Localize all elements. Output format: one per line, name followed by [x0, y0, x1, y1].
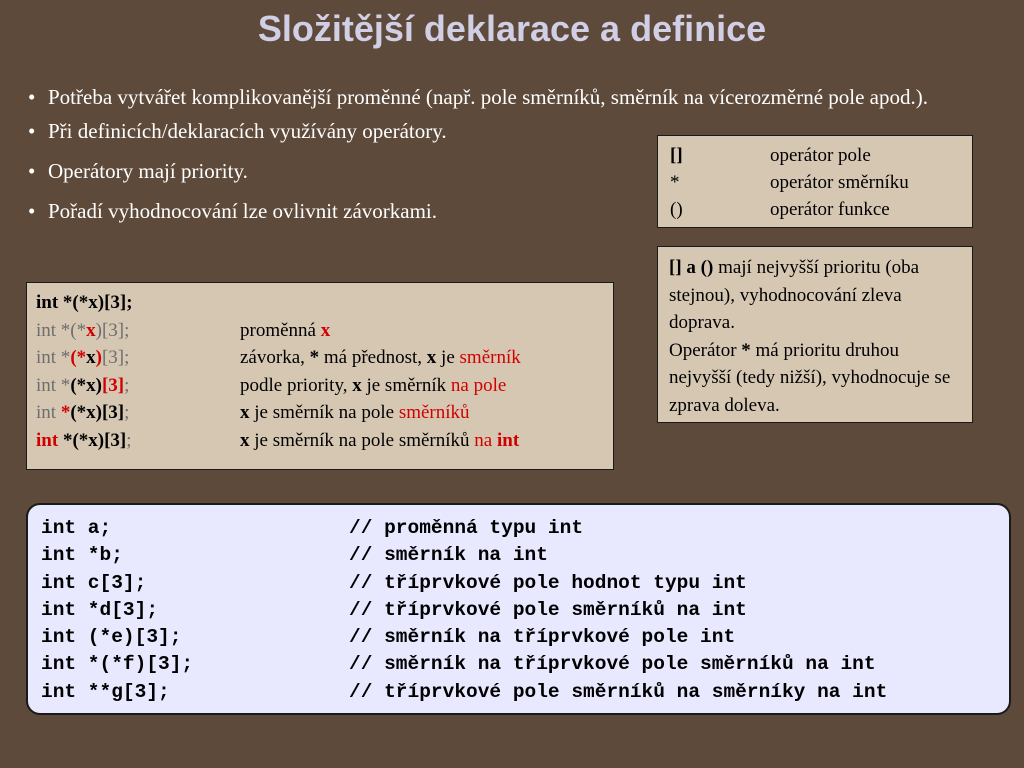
operators-box	[657, 135, 973, 228]
code-line	[41, 542, 996, 569]
text-segment: )	[95, 347, 102, 368]
text-segment: int	[496, 429, 520, 451]
declaration-expr	[36, 344, 240, 372]
text-segment: (*x)	[70, 374, 102, 396]
text-segment: na pole	[450, 374, 507, 396]
text-segment: je směrník na pole	[249, 402, 399, 423]
operator-symbol: *	[670, 172, 680, 193]
code-comment: // proměnná typu int	[349, 517, 584, 539]
text-segment: x	[86, 319, 96, 341]
declaration-explanation	[240, 317, 330, 345]
declaration-row	[36, 344, 604, 372]
operator-symbol: ()	[670, 199, 683, 220]
code-statement: int **g[3];	[41, 680, 170, 703]
code-line	[41, 679, 996, 706]
text-segment: x	[240, 429, 250, 451]
declaration-row	[36, 427, 604, 455]
text-segment: )[3];	[95, 319, 130, 341]
text-segment: je směrník na pole směrníků	[249, 429, 475, 451]
text-segment: směrník	[459, 347, 521, 368]
declaration-explanation	[240, 427, 519, 455]
text-segment: ;	[126, 429, 132, 451]
declaration-explanation	[240, 399, 470, 427]
text-segment: int *	[36, 374, 71, 396]
text-segment: int *	[36, 347, 71, 368]
declaration-expr	[36, 372, 240, 400]
code-comment: // tříprvkové pole směrníků na směrníky na int	[349, 680, 888, 703]
operator-row	[670, 169, 960, 196]
code-statement: int c[3];	[41, 571, 147, 594]
text-segment: ;	[124, 402, 130, 423]
priority-note-bold: [] a ()	[669, 257, 714, 278]
operator-desc: operátor pole	[770, 145, 871, 166]
bullet-item: • Pořadí vyhodnocování lze ovlivnit závorkami.	[28, 198, 998, 225]
operator-row	[670, 142, 960, 169]
code-comment: // směrník na tříprvkové pole int	[349, 626, 736, 649]
code-comment: // tříprvkové pole směrníků na int	[349, 598, 747, 621]
declaration-rows	[36, 317, 604, 455]
declaration-row	[36, 372, 604, 400]
code-statement: int *b;	[41, 544, 123, 567]
text-segment: int *(*	[36, 319, 87, 341]
text-segment: *	[309, 347, 320, 368]
declaration-expr	[36, 317, 240, 345]
text-segment: podle priority,	[240, 374, 353, 396]
text-segment: ;	[124, 374, 130, 396]
declaration-row	[36, 317, 604, 345]
code-line	[41, 570, 996, 597]
text-segment: směrníků	[398, 402, 470, 423]
declaration-row	[36, 399, 604, 427]
text-segment: int	[36, 402, 61, 423]
text-segment: x	[426, 347, 437, 368]
declaration-expr	[36, 427, 240, 455]
text-segment: x	[240, 402, 250, 423]
text-segment: [3]	[101, 374, 125, 396]
declaration-expr	[36, 399, 240, 427]
text-segment: na	[474, 429, 497, 451]
code-line	[41, 651, 996, 678]
bullet-item: • Při definicích/deklaracích využívány operátory.	[28, 118, 998, 145]
bullet-item: • Operátory mají priority.	[28, 158, 998, 185]
text-segment: *	[60, 402, 71, 423]
declaration-header: int *(*x)[3];	[36, 292, 133, 313]
declaration-explanation	[240, 344, 521, 372]
code-examples-box	[26, 503, 1011, 715]
priority-note-line1	[669, 254, 961, 337]
priority-note-text: má prioritu druhou nejvyšší (tedy nižší), vyhodnocuje se zprava doleva.	[669, 339, 951, 416]
operator-symbol: []	[670, 145, 683, 166]
code-line	[41, 624, 996, 651]
text-segment: *(*x)[3]	[58, 429, 127, 451]
operator-desc: operátor směrníku	[770, 172, 909, 193]
text-segment: proměnná	[240, 319, 321, 341]
operator-desc: operátor funkce	[770, 199, 890, 220]
code-rows	[41, 515, 996, 706]
declaration-breakdown-box	[26, 282, 614, 470]
text-segment: x	[320, 319, 331, 341]
priority-note-text: Operátor	[669, 339, 742, 361]
declaration-explanation	[240, 372, 506, 400]
code-statement: int *(*f)[3];	[41, 653, 194, 676]
text-segment: je	[436, 347, 460, 368]
text-segment: je směrník	[361, 374, 451, 396]
code-comment: // směrník na int	[349, 544, 548, 567]
text-segment: x	[352, 374, 362, 396]
priority-note-box	[657, 246, 973, 423]
text-segment: (*x)[3]	[70, 402, 125, 423]
code-statement: int (*e)[3];	[41, 626, 182, 649]
code-comment: // směrník na tříprvkové pole směrníků na int	[349, 653, 876, 676]
code-line	[41, 597, 996, 624]
slide-title: Složitější deklarace a definice	[257, 8, 767, 49]
text-segment: x	[86, 347, 96, 368]
priority-note-line2	[669, 337, 961, 420]
priority-note-text: mají nejvyšší prioritu (oba stejnou), vyhodnocování zleva doprava.	[669, 257, 920, 333]
text-segment: má přednost,	[319, 347, 427, 368]
text-segment: (*	[70, 347, 87, 368]
code-statement: int *d[3];	[41, 598, 159, 621]
code-statement: int a;	[41, 517, 112, 539]
text-segment: závorka,	[240, 347, 310, 368]
priority-note-bold: *	[741, 339, 751, 361]
operator-row	[670, 196, 960, 223]
code-comment: // tříprvkové pole hodnot typu int	[349, 571, 747, 594]
bullet-item: • Potřeba vytvářet komplikovanější proměnné (např. pole směrníků, směrník na vícerozměrné pole apod.).	[28, 84, 998, 111]
text-segment: [3];	[101, 347, 130, 368]
text-segment: int	[36, 429, 59, 451]
code-line	[41, 515, 996, 542]
